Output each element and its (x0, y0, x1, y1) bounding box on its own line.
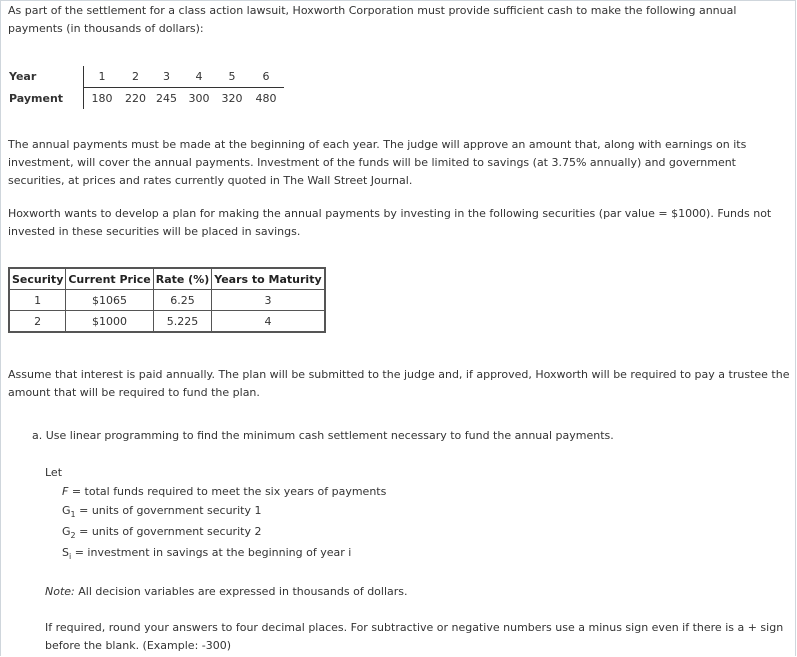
variable-subscript: 1 (70, 510, 76, 520)
interest-paragraph: Assume that interest is paid annually. The plan will be submitted to the judge and, if approved, Hoxworth will be required to pay a trustee the amount that will be required to fund the plan. (8, 368, 790, 399)
securities-intro-paragraph: Hoxworth wants to develop a plan for making the annual payments by investing in the following securities (par value = $1000). Funds not invested in these securities will be placed in savings. (8, 207, 772, 238)
intro-paragraph: As part of the settlement for a class action lawsuit, Hoxworth Corporation must provide sufficient cash to make the following annual payments (in thousands of dollars): (8, 4, 737, 35)
rounding-instructions: If required, round your answers to four decimal places. For subtractive or negative numbers use a minus sign even if there is a + sign before the blank. (Example: -300) (45, 621, 784, 652)
column-header-current-price: Current Price (66, 268, 153, 290)
year-cell: 6 (248, 66, 284, 88)
variable-symbol: G (62, 525, 71, 538)
variable-f-definition (62, 483, 386, 501)
variable-g1-definition (62, 502, 261, 524)
payment-row (8, 88, 284, 110)
payment-cell: 300 (188, 92, 210, 105)
variable-subscript: 2 (70, 531, 76, 541)
security-cell: 1 (9, 290, 66, 311)
payment-rules-paragraph: The annual payments must be made at the beginning of each year. The judge will approve an amount that, along with earnings on its investment, will cover the annual payments. Investment of the funds will be limited to savings (at 3.75% annually) and government securities, at prices and rates currently quoted in The Wall Street Journal. (8, 138, 747, 187)
let-label: Let (45, 466, 63, 479)
year-cell: 1 (84, 66, 121, 88)
securities-header-row (9, 268, 325, 290)
payments-table (8, 66, 284, 109)
question-a: a. Use linear programming to find the minimum cash settlement necessary to fund the annual payments. (32, 429, 614, 442)
price-cell: $1000 (66, 311, 153, 333)
maturity-cell: 3 (212, 290, 325, 311)
security-cell: 2 (9, 311, 66, 333)
variable-g2-definition (62, 523, 261, 545)
variable-symbol: S (62, 546, 69, 559)
year-cell: 2 (120, 66, 151, 88)
variable-symbol: G (62, 504, 71, 517)
table-row (9, 311, 325, 333)
year-cell: 4 (182, 66, 216, 88)
variable-definition: = units of government security 2 (75, 525, 262, 538)
variable-symbol: F (62, 485, 69, 498)
table-row (9, 290, 325, 311)
note-text: All decision variables are expressed in thousands of dollars. (74, 585, 408, 598)
note-label: Note: (45, 585, 75, 598)
variable-definition: = total funds required to meet the six years of payments (68, 485, 387, 498)
year-cell: 5 (216, 66, 248, 88)
variable-si-definition (62, 544, 351, 566)
securities-table (8, 267, 326, 333)
variable-definition: = investment in savings at the beginning of year i (71, 546, 352, 559)
variable-definition: = units of government security 1 (75, 504, 262, 517)
rate-cell: 6.25 (153, 290, 212, 311)
year-cell: 3 (151, 66, 182, 88)
maturity-cell: 4 (212, 311, 325, 333)
price-cell: $1065 (66, 290, 153, 311)
payment-cell: 245 (156, 92, 177, 105)
note (45, 583, 408, 601)
payment-header: Payment (9, 91, 64, 105)
year-header: Year (9, 70, 37, 84)
variable-subscript: i (68, 552, 72, 562)
column-header-rate: Rate (%) (153, 268, 212, 290)
year-row (8, 66, 284, 88)
payment-cell: 220 (125, 92, 146, 105)
payment-cell: 180 (84, 88, 121, 110)
column-header-security: Security (9, 268, 66, 290)
payment-cell: 480 (255, 92, 277, 105)
payment-cell: 320 (221, 92, 243, 105)
rate-cell: 5.225 (153, 311, 212, 333)
column-header-years-to-maturity: Years to Maturity (212, 268, 325, 290)
